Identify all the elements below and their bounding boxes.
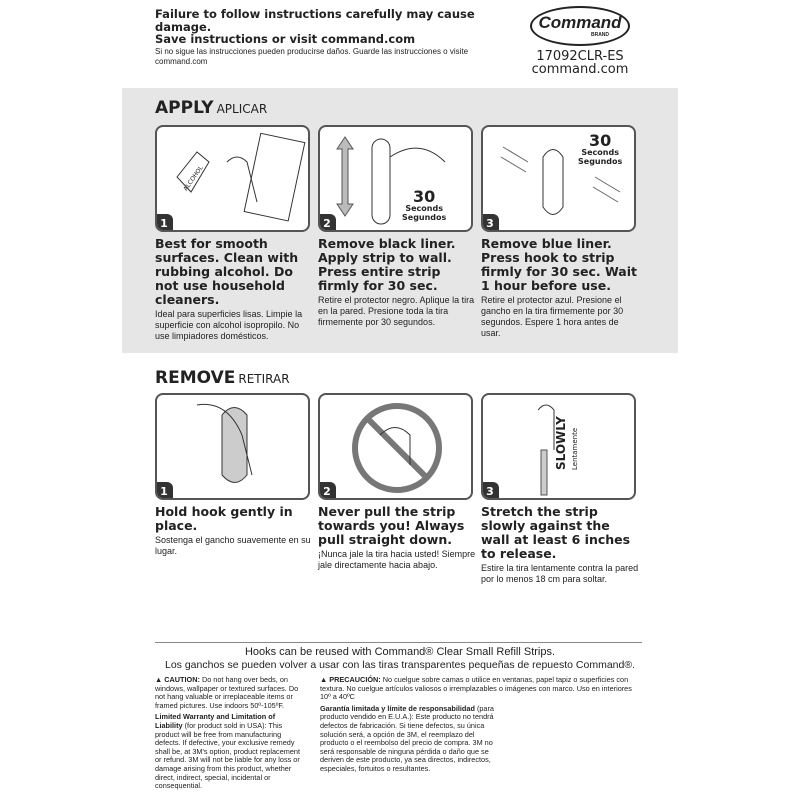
step-number: 1 — [155, 214, 173, 232]
apply-step-3-text — [481, 237, 639, 339]
warranty-label: Limited Warranty and Limitation of Liability — [155, 712, 276, 730]
precaucion — [320, 676, 642, 702]
apply-title-es: APLICAR — [216, 102, 268, 116]
apply-strip-illustration — [320, 127, 473, 232]
step-number: 1 — [155, 482, 173, 500]
remove-heading — [155, 368, 290, 388]
warning-en: Failure to follow instructions carefully may cause damage. — [155, 7, 475, 34]
reuse-en: Hooks can be reused with Command® Clear Small Refill Strips. — [244, 646, 556, 658]
apply-step-1-text — [155, 237, 313, 342]
apply-step-3-illustration — [481, 125, 636, 232]
precaucion-text: No cuelgue sobre camas o utilice en ventanas, papel tapiz o superficies con textura. No cuelgue artículos valiosos o irremplazables o imágenes con marco. Uso en interiores 10º a 40ºC — [320, 675, 632, 702]
slowly-label — [555, 416, 581, 470]
seconds-value: 30 — [413, 187, 436, 206]
precaucion-label: ▲ PRECAUCIÓN: — [320, 675, 381, 684]
fine-print-es — [320, 676, 642, 777]
seconds-label-es: Segundos — [402, 213, 447, 222]
step-instruction: Best for smooth surfaces. Clean with rubbing alcohol. Do not use household cleaners. — [155, 236, 299, 307]
hold-hook-illustration — [157, 395, 310, 500]
seconds-label-es: Segundos — [578, 157, 623, 166]
garantia-text: (para producto vendido en E.U.A.): Este producto no tendrá defectos de fabricación. Si tiene defectos, su única solución será, a opción de 3M, el reemplazo del producto o el reembolso del precio de compra. 3M no será responsable de ninguna pérdida o daño que se deriven de este producto, ya sea directos, indirectos, especiales, fortuitos o resultantes. — [320, 703, 494, 773]
caution-text: Do not hang over beds, on windows, wallpaper or textured surfaces. Do not hang valuable or irreplaceable items or framed pictures. Use indoors 50º-105ºF. — [155, 675, 299, 710]
remove-title: REMOVE — [155, 368, 236, 388]
step-instruction: Never pull the strip towards you! Always pull straight down. — [318, 504, 465, 547]
seconds-value: 30 — [589, 131, 612, 150]
save-instructions: Save instructions or visit command.com — [155, 32, 416, 46]
website: command.com — [531, 62, 629, 77]
apply-step-2-text — [318, 237, 476, 328]
step-number: 3 — [481, 214, 499, 232]
apply-step-2-illustration — [318, 125, 473, 232]
fine-print-en — [155, 676, 300, 794]
step-instruction: Remove black liner. Apply strip to wall. Press entire strip firmly for 30 sec. — [318, 236, 456, 293]
logo-oval — [530, 6, 630, 46]
remove-step-2-text — [318, 505, 476, 571]
remove-step-1-text — [155, 505, 313, 557]
garantia-label: Garantía limitada y límite de responsabilidad — [320, 703, 475, 713]
do-not-pull-illustration — [320, 395, 473, 500]
thirty-seconds — [578, 133, 622, 166]
clean-surface-illustration — [157, 127, 310, 232]
step-number: 2 — [318, 482, 336, 500]
remove-step-2-illustration — [318, 393, 473, 500]
step-instruction-es: Sostenga el gancho suavemente en su lugar. — [155, 535, 311, 556]
slowly-text-es: Lentamente — [571, 427, 579, 470]
seconds-label: Seconds — [581, 148, 619, 157]
step-instruction-es: Ideal para superficies lisas. Limpie la superficie con alcohol isopropilo. No use limpiadores domésticos. — [155, 309, 303, 341]
step-instruction-es: Retire el protector azul. Presione el gancho en la tira firmemente por 30 segundos. Espere 1 hora antes de usar. — [481, 295, 624, 338]
warranty — [155, 713, 300, 790]
thirty-seconds — [402, 189, 446, 222]
warning-es: Si no sigue las instrucciones pueden producirse daños. Guarde las instrucciones o visite command.com — [155, 46, 469, 66]
caution — [155, 676, 300, 710]
apply-step-1-illustration — [155, 125, 310, 232]
remove-title-es: RETIRAR — [238, 372, 290, 386]
alcohol-label: ALCOHOL — [182, 164, 205, 193]
garantia — [320, 705, 495, 774]
reuse-note — [130, 646, 670, 672]
remove-step-1-illustration — [155, 393, 310, 500]
warranty-text: (for product sold in USA): This product will be free from manufacturing defects. If defective, your exclusive remedy shall be, at 3M's option, product replacement or refund. 3M will not be liable for any loss or damage arising from this product, whether direct, indirect, special, incidental or consequential. — [155, 720, 300, 791]
step-instruction-es: ¡Nunca jale la tira hacia usted! Siempre jale directamente hacia abajo. — [318, 549, 476, 570]
apply-title: APPLY — [155, 98, 214, 118]
apply-heading — [155, 98, 267, 118]
remove-step-3-illustration — [481, 393, 636, 500]
remove-step-3-text — [481, 505, 639, 585]
product-code: 17092CLR-ES — [536, 49, 624, 64]
slowly-text: SLOWLY — [554, 416, 568, 470]
header-warning — [155, 8, 485, 67]
brand-sub: BRAND — [590, 32, 610, 38]
brand-name: Command — [538, 13, 622, 32]
step-instruction-es: Estire la tira lentamente contra la pared por lo menos 18 cm para soltar. — [481, 563, 639, 584]
reuse-es: Los ganchos se pueden volver a usar con las tiras transparentes pequeñas de repuesto Command®. — [164, 659, 636, 671]
step-instruction-es: Retire el protector negro. Aplique la tira en la pared. Presione toda la tira firmemente por 30 segundos. — [318, 295, 475, 327]
command-logo — [520, 6, 640, 76]
caution-label: ▲ CAUTION: — [155, 675, 200, 684]
seconds-label: Seconds — [405, 204, 443, 213]
step-number: 2 — [318, 214, 336, 232]
divider — [155, 642, 642, 643]
step-instruction: Hold hook gently in place. — [155, 504, 293, 533]
step-number: 3 — [481, 482, 499, 500]
step-instruction: Stretch the strip slowly against the wall at least 6 inches to release. — [481, 504, 631, 561]
step-instruction: Remove blue liner. Press hook to strip firmly for 30 sec. Wait 1 hour before use. — [481, 236, 637, 293]
